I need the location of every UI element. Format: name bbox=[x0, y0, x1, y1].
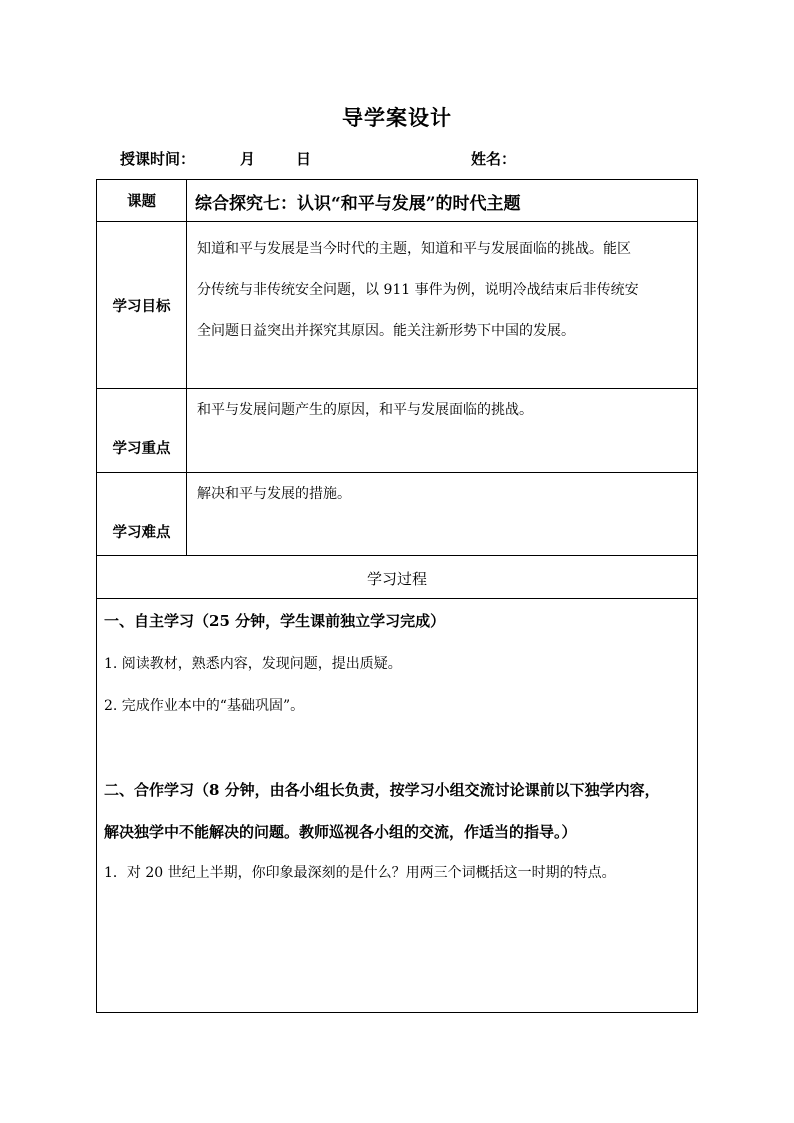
goals-line: 知道和平与发展是当今时代的主题，知道和平与发展面临的挑战。能区 bbox=[197, 241, 631, 257]
topic-text: 综合探究七：认识“和平与发展”的时代主题 bbox=[187, 180, 698, 222]
teaching-time-label: 授课时间： bbox=[120, 150, 196, 168]
self-study-heading: 一、自主学习（25 分钟，学生课前独立学习完成） bbox=[104, 612, 446, 630]
key-points-label: 学习重点 bbox=[97, 389, 187, 473]
key-points-text: 和平与发展问题产生的原因，和平与发展面临的挑战。 bbox=[187, 389, 698, 473]
cooperative-heading-cont: 解决独学中不能解决的问题。教师巡视各小组的交流，作适当的指导。） bbox=[104, 823, 577, 841]
goals-line: 分传统与非传统安全问题，以 911 事件为例，说明冷战结束后非传统安 bbox=[197, 282, 639, 298]
topic-label: 课题 bbox=[97, 180, 187, 222]
process-body bbox=[97, 599, 698, 1013]
goals-row bbox=[97, 222, 698, 389]
name-label: 姓名： bbox=[471, 150, 517, 168]
difficulty-label: 学习难点 bbox=[97, 473, 187, 556]
goals-line: 全问题日益突出并探究其原因。能关注新形势下中国的发展。 bbox=[197, 323, 575, 339]
month-label: 月 bbox=[240, 150, 256, 168]
goals-label: 学习目标 bbox=[97, 222, 187, 389]
lesson-plan-table bbox=[96, 179, 698, 1013]
process-header-row bbox=[97, 556, 698, 599]
process-body-row bbox=[97, 599, 698, 1013]
self-study-item: 2. 完成作业本中的“基础巩固”。 bbox=[104, 698, 305, 714]
topic-row bbox=[97, 180, 698, 222]
cooperative-item: 1．对 20 世纪上半期，你印象最深刻的是什么？用两三个词概括这一时期的特点。 bbox=[104, 865, 616, 881]
day-label: 日 bbox=[296, 150, 312, 168]
cooperative-heading: 二、合作学习（8 分钟，由各小组长负责，按学习小组交流讨论课前以下独学内容， bbox=[104, 781, 660, 799]
self-study-item: 1. 阅读教材，熟悉内容，发现问题，提出质疑。 bbox=[104, 656, 402, 672]
goals-text bbox=[187, 222, 698, 389]
page-title: 导学案设计 bbox=[342, 105, 452, 130]
process-header: 学习过程 bbox=[97, 556, 698, 599]
key-points-row bbox=[97, 389, 698, 473]
difficulty-text: 解决和平与发展的措施。 bbox=[187, 473, 698, 556]
difficulty-row bbox=[97, 473, 698, 556]
